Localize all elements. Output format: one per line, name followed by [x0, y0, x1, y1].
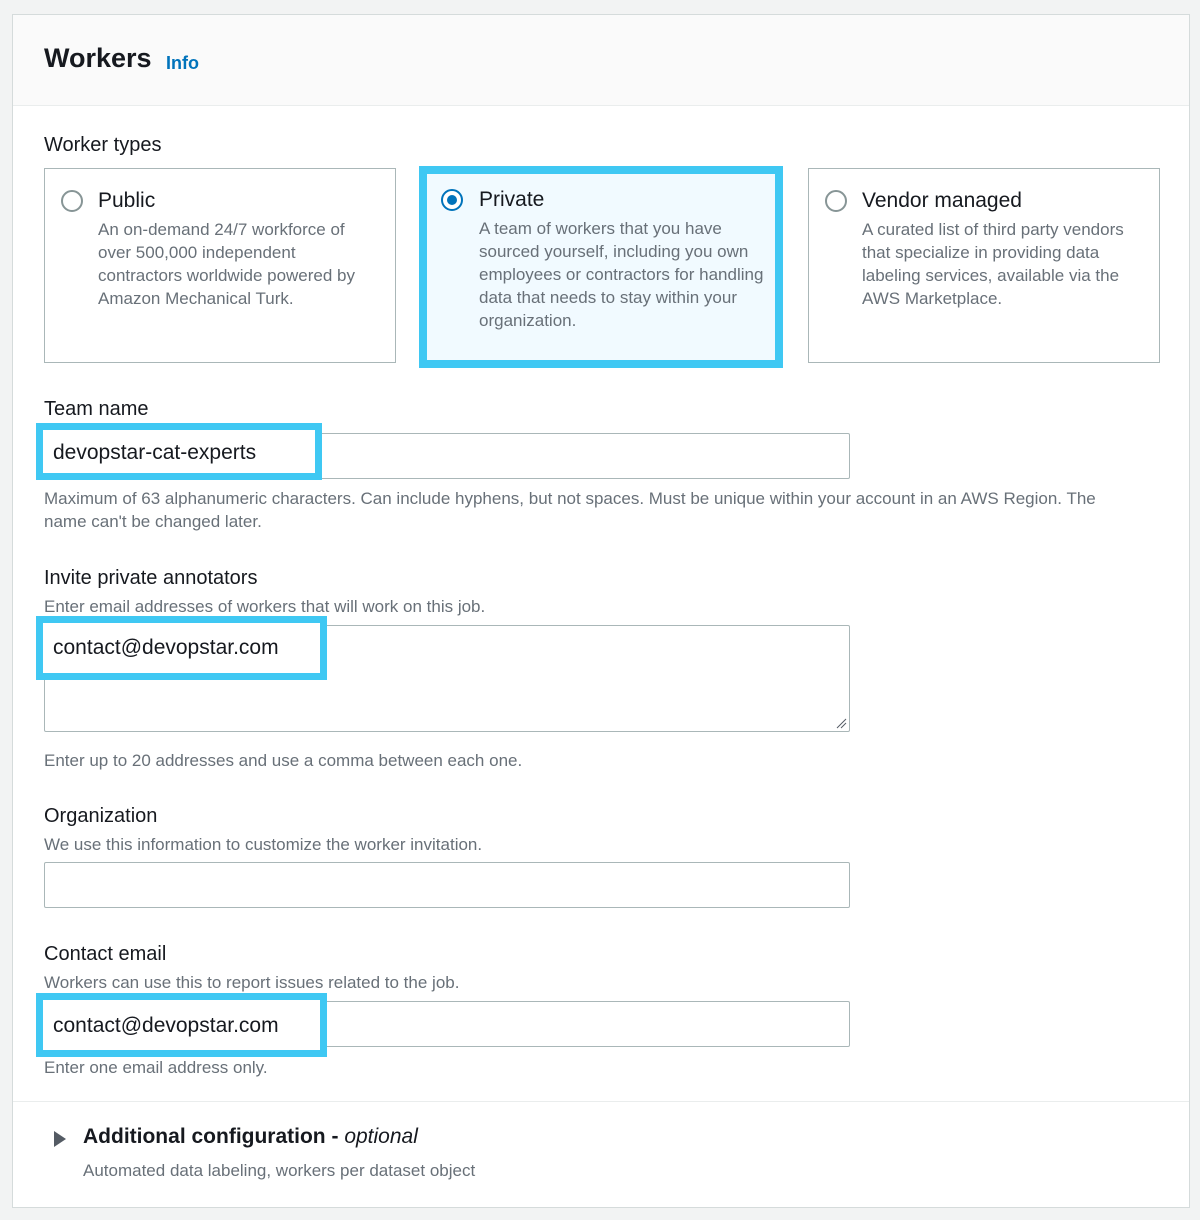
private-title: Private — [479, 188, 545, 211]
private-radio[interactable] — [441, 189, 463, 211]
invite-description: Enter email addresses of workers that will work on this job. — [44, 597, 486, 616]
worker-type-private-tile[interactable] — [419, 166, 783, 368]
additional-config-title: Additional configuration - — [83, 1125, 345, 1148]
contact-email-highlight[interactable] — [36, 993, 327, 1057]
invite-value: contact@devopstar.com — [53, 636, 279, 659]
vendor-description: A curated list of third party vendors that specialize in providing data labeling services, available via the AWS Marketplace. — [862, 220, 1124, 308]
contact-email-label: Contact email — [44, 943, 167, 965]
vendor-radio[interactable] — [825, 190, 847, 212]
contact-email-description: Workers can use this to report issues related to the job. — [44, 973, 460, 992]
invite-label: Invite private annotators — [44, 567, 258, 589]
team-name-hint: Maximum of 63 alphanumeric characters. Can include hyphens, but not spaces. Must be unique within your account in an AWS Region. The name can't be changed later. — [44, 489, 1096, 531]
contact-email-hint: Enter one email address only. — [44, 1058, 268, 1077]
public-title: Public — [98, 189, 156, 212]
organization-label: Organization — [44, 805, 158, 827]
team-name-value: devopstar-cat-experts — [53, 441, 257, 464]
organization-description: We use this information to customize the worker invitation. — [44, 835, 483, 854]
panel-title: Workers — [44, 43, 152, 73]
info-link[interactable]: Info — [166, 53, 199, 73]
additional-config-toggle[interactable] — [83, 1125, 418, 1149]
invite-highlight[interactable] — [36, 616, 327, 680]
team-name-highlight[interactable] — [36, 423, 322, 480]
workers-panel — [12, 14, 1190, 1208]
worker-types-label: Worker types — [44, 134, 162, 156]
additional-config-description: Automated data labeling, workers per dataset object — [83, 1161, 476, 1180]
team-name-label: Team name — [44, 398, 149, 420]
worker-type-vendor-tile[interactable] — [808, 168, 1160, 363]
contact-email-value: contact@devopstar.com — [53, 1014, 279, 1037]
panel-header — [13, 15, 1189, 106]
vendor-title: Vendor managed — [862, 189, 1022, 212]
caret-right-icon[interactable] — [54, 1131, 66, 1147]
public-radio[interactable] — [61, 190, 83, 212]
private-description: A team of workers that you have sourced yourself, including you own employees or contractors for handling data that needs to stay within your organization. — [479, 219, 764, 330]
resize-handle-icon[interactable] — [836, 718, 847, 729]
section-divider — [13, 1101, 1189, 1102]
additional-config-optional: optional — [344, 1125, 418, 1148]
public-description: An on-demand 24/7 workforce of over 500,000 independent contractors worldwide powered by Amazon Mechanical Turk. — [98, 220, 356, 308]
invite-hint: Enter up to 20 addresses and use a comma between each one. — [44, 751, 523, 770]
worker-type-public-tile[interactable] — [44, 168, 396, 363]
organization-input[interactable] — [44, 862, 850, 908]
